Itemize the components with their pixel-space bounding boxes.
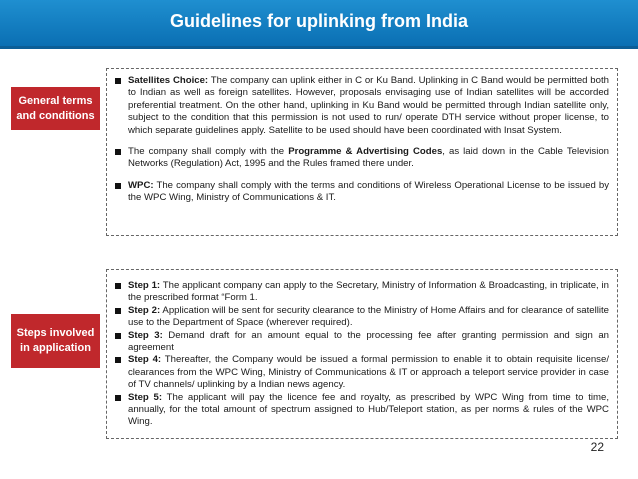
item-heading: Satellites Choice: bbox=[128, 75, 209, 86]
label-steps-involved bbox=[11, 314, 100, 368]
steps-list bbox=[115, 280, 609, 429]
title-bar-underline bbox=[0, 46, 638, 49]
square-bullet-icon bbox=[115, 357, 121, 363]
steps-box bbox=[106, 269, 618, 439]
item-heading: Step 4: bbox=[128, 354, 162, 366]
list-item-step-4 bbox=[115, 354, 609, 391]
item-heading: Step 2: bbox=[128, 304, 161, 316]
item-text: The company can uplink either in C or Ku Band. Uplinking in C Band would be permitted both to Indian as well as foreign satellites. However, proposals envisaging use of Indian satellites will be accorded preferential treatment. On the other hand, uplinking in Ku Band would be permitted through Indian satellite only, subject to the condition that this permission is not used to run/ operate DTH service without proper license, to which separate guidelines apply. Satellite to be used should have been coordinated with Insat System. bbox=[128, 75, 609, 136]
square-bullet-icon bbox=[115, 78, 121, 84]
item-heading: Programme & Advertising Codes bbox=[288, 146, 443, 158]
square-bullet-icon bbox=[115, 333, 121, 339]
item-text: Thereafter, the Company would be issued a formal permission to enable it to obtain requisite license/ clearances from the WPC Wing, Ministry of Communications & IT or approach a teleport service provider in case of TV channels/ uplinking by a Indian news agency. bbox=[128, 354, 609, 391]
square-bullet-icon bbox=[115, 183, 121, 189]
item-text: Application will be sent for security clearance to the Ministry of Home Affairs and for clearance of satellite use to the Department of Space (wherever required). bbox=[128, 304, 609, 329]
item-heading: WPC: bbox=[128, 179, 154, 191]
item-text: The applicant company can apply to the Secretary, Ministry of Information & Broadcasting, in triplicate, in the prescribed format “Form 1. bbox=[128, 280, 609, 304]
list-item-satellites-choice bbox=[115, 75, 609, 137]
label-general-terms bbox=[11, 87, 100, 130]
general-terms-list bbox=[115, 75, 609, 205]
square-bullet-icon bbox=[115, 395, 121, 401]
square-bullet-icon bbox=[115, 149, 121, 155]
item-text: The applicant will pay the licence fee and royalty, as prescribed by WPC Wing from time to time, annually, for the total amount of spectrum assigned to Hub/Teleport station, as per norms & rules of the WPC Wing. bbox=[128, 391, 609, 428]
square-bullet-icon bbox=[115, 308, 121, 314]
slide-title: Guidelines for uplinking from India bbox=[169, 11, 468, 31]
item-text: , as laid down in the Cable Television Networks (Regulation) Act, 1995 and the Rules framed there under. bbox=[128, 146, 610, 170]
item-heading: Step 5: bbox=[128, 391, 163, 403]
item-text-pre: The company shall comply with the bbox=[128, 146, 289, 158]
label-steps-line1: Steps involved bbox=[16, 327, 95, 339]
page-number: 22 bbox=[590, 440, 604, 454]
list-item-programme-codes bbox=[115, 146, 609, 171]
label-steps-line2: in application bbox=[20, 342, 91, 354]
label-general-terms-line2: and conditions bbox=[16, 109, 95, 122]
list-item-wpc bbox=[115, 180, 609, 205]
label-general-terms-line1: General terms bbox=[18, 94, 93, 107]
item-heading: Step 1: bbox=[128, 280, 161, 291]
general-terms-box bbox=[106, 68, 618, 236]
item-text: Demand draft for an amount equal to the processing fee after granting permission and sign an agreement bbox=[128, 329, 609, 354]
list-item-step-1 bbox=[115, 280, 609, 305]
list-item-step-3 bbox=[115, 330, 609, 355]
square-bullet-icon bbox=[115, 283, 121, 289]
item-text: The company shall comply with the terms and conditions of Wireless Operational License to be issued by the WPC Wing, Ministry of Communications & IT. bbox=[128, 179, 609, 204]
list-item-step-2 bbox=[115, 305, 609, 330]
list-item-step-5 bbox=[115, 392, 609, 429]
item-heading: Step 3: bbox=[128, 329, 163, 341]
